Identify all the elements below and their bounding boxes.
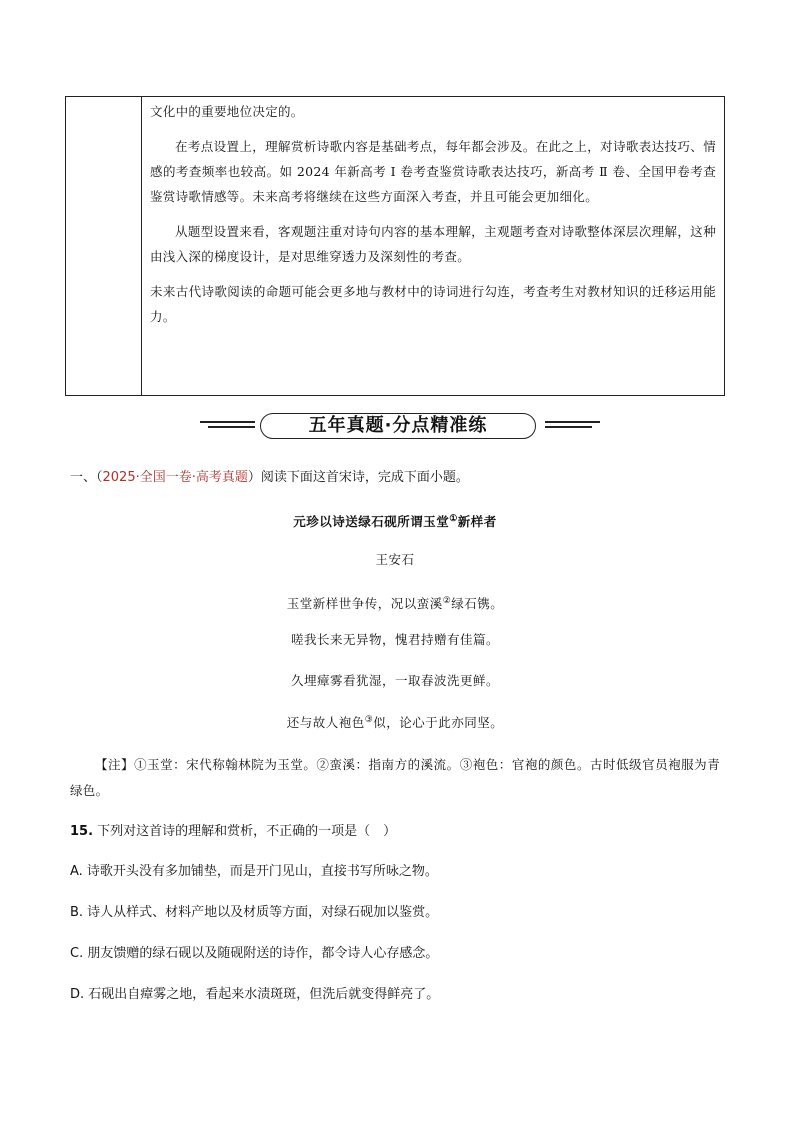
table-paragraph-4: 未来古代诗歌阅读的命题可能会更多地与教材中的诗词进行勾连，考查考生对教材知识的迁移运用能力。 (150, 284, 716, 324)
poem-line-2: 嗟我长来无异物，愧君持赠有佳篇。 (290, 632, 499, 647)
question-prefix: 一、（ (70, 470, 103, 485)
table-paragraph-1: 文化中的重要地位决定的。 (150, 104, 304, 119)
option-b: B. 诗人从样式、材料产地以及材质等方面，对绿石砚加以鉴赏。 (70, 905, 439, 920)
section-banner (200, 413, 600, 443)
table-left-column (66, 97, 142, 395)
question-source: 2025·全国一卷·高考真题 (102, 470, 248, 485)
question-header (70, 468, 730, 488)
poem-line-1 (65, 591, 725, 614)
table-right-column (142, 97, 724, 395)
poem-line-1-part-a: 玉堂新样世争传，况以蛮溪 (286, 596, 443, 612)
table-paragraph-3: 从题型设置来看，客观题注重对诗句内容的基本理解，主观题考查对诗歌整体深层次理解，这种由浅入深的梯度设计，是对思维穿透力及深刻性的考查。 (150, 224, 716, 264)
poem-line-4-note-mark: ③ (364, 715, 374, 725)
poem-line-1-part-b: 绿石镌。 (451, 596, 504, 612)
analysis-table (65, 96, 725, 396)
question-15-stem (70, 822, 720, 842)
option-d: D. 石砚出自瘴雾之地，看起来水渍斑斑，但洗后就变得鲜亮了。 (70, 987, 440, 1002)
banner-left-lines (200, 421, 255, 431)
poem-line-4-part-b: 似，论心于此亦同坚。 (373, 715, 504, 731)
banner-right-lines (545, 421, 600, 431)
poem-author: 王安石 (375, 552, 415, 567)
banner-title: 五年真题·分点精准练 (260, 413, 536, 439)
option-c: C. 朋友馈赠的绿石砚以及随砚附送的诗作，都令诗人心存感念。 (70, 946, 439, 961)
option-a: A. 诗歌开头没有多加铺垫，而是开门见山，直接书写所咏之物。 (70, 864, 438, 879)
question-15-number: 15. (70, 824, 94, 839)
question-15-text: 下列对这首诗的理解和赏析，不正确的一项是（ ） (97, 824, 397, 839)
poem-line-4 (65, 710, 725, 733)
poem-line-3: 久埋瘴雾看犹湿，一取春波洗更鲜。 (290, 673, 499, 688)
poem-title-part-b: 新样者 (457, 514, 497, 530)
poem-title-note-mark: ① (449, 514, 458, 524)
poem-notes: 【注】①玉堂：宋代称翰林院为玉堂。②蛮溪：指南方的溪流。③袍色：官袍的颜色。古时低级官员袍服为青绿色。 (70, 757, 720, 798)
poem-title-part-a: 元珍以诗送绿石砚所谓玉堂 (293, 514, 450, 530)
poem-line-4-part-a: 还与故人袍色 (286, 715, 365, 731)
poem-title (65, 509, 725, 532)
poem-line-1-note-mark: ② (442, 596, 452, 606)
question-instruction: ）阅读下面这首宋诗，完成下面小题。 (247, 470, 469, 485)
table-paragraph-2: 在考点设置上，理解赏析诗歌内容是基础考点，每年都会涉及。在此之上，对诗歌表达技巧、情感的考查频率也较高。如 2024 年新高考 Ⅰ 卷考查鉴赏诗歌表达技巧，新高考 Ⅱ 卷、全国甲卷考查鉴赏诗歌情感等。未来高考将继续在这些方面深入考查，并且可能会更加细化。 (150, 139, 716, 204)
